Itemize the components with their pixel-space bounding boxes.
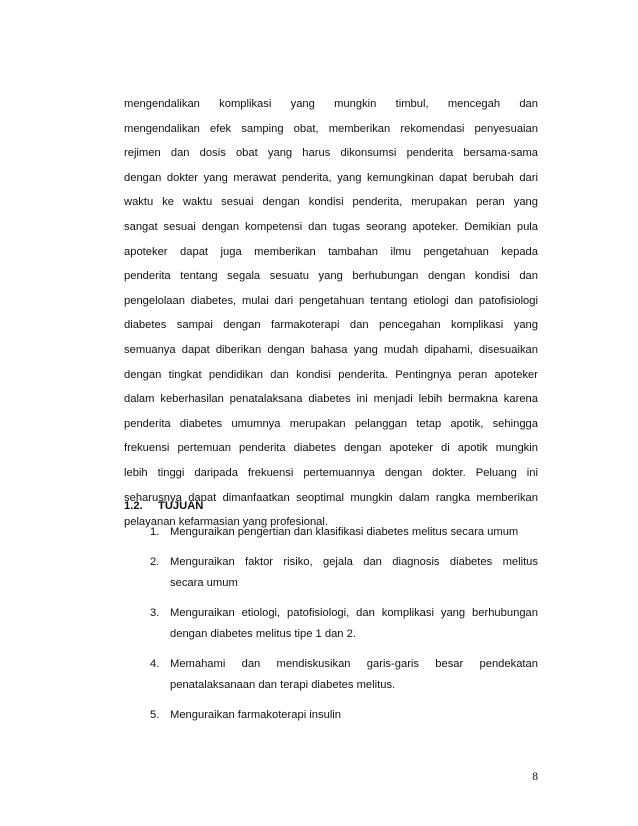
list-item-text: dengan diabetes melitus tipe 1 dan 2. [170,628,356,640]
paragraph-line: lebih tinggi daripada frekuensi pertemuannya dengan dokter. Peluang ini [124,466,538,479]
section-number: 1.2. [124,500,143,512]
body-paragraph [124,92,538,535]
paragraph-line: pengelolaan diabetes, mulai dari pengetahuan tentang etiologi dan patofisiologi [124,294,538,307]
paragraph-line: penderita diabetes umumnya merupakan pelanggan tetap apotik, sehingga [124,417,538,430]
paragraph-line: penderita tentang segala sesuatu yang berhubungan dengan kondisi dan [124,270,538,283]
section-title: TUJUAN [158,500,204,512]
paragraph-line: dalam keberhasilan penatalaksana diabetes ini menjadi lebih bermakna karena [124,393,538,406]
list-item-text: Menguraikan farmakoterapi insulin [170,709,342,721]
paragraph-line: dengan tingkat pendidikan dan kondisi penderita. Pentingnya peran apoteker [124,368,538,381]
list-item [150,705,538,726]
list-item-text: Menguraikan pengertian dan klasifikasi diabetes melitus secara umum [170,526,519,538]
paragraph-line: dengan dokter yang merawat penderita, yang kemungkinan dapat berubah dari [124,171,538,184]
list-item-text: Memahami dan mendiskusikan garis-garis besar pendekatan [170,658,538,670]
paragraph-line: rejimen dan dosis obat yang harus dikonsumsi penderita bersama-sama [124,147,538,160]
list-item-text: secara umum [170,577,238,589]
paragraph-line: mengendalikan efek samping obat, memberikan rekomendasi penyesuaian [124,122,538,135]
list-item [150,522,538,543]
list-item-text: Menguraikan etiologi, patofisiologi, dan komplikasi yang berhubungan [170,607,538,619]
list-item-number: 3. [150,607,160,619]
list-item-number: 5. [150,709,160,721]
list-item-number: 2. [150,556,160,568]
list-item-text: Menguraikan faktor risiko, gejala dan diagnosis diabetes melitus [170,556,538,568]
paragraph-line: waktu ke waktu sesuai dengan kondisi penderita, merupakan peran yang [124,196,538,209]
list-item [150,603,538,645]
paragraph-line: semuanya dapat diberikan dengan bahasa yang mudah dipahami, disesuaikan [124,343,538,356]
list-item-text: penatalaksanaan dan terapi diabetes melitus. [170,679,396,691]
section-heading [124,498,203,514]
list-item [150,654,538,696]
list-item-number: 4. [150,658,160,670]
paragraph-line: apoteker dapat juga memberikan tambahan ilmu pengetahuan kepada [124,245,538,258]
paragraph-line: mengendalikan komplikasi yang mungkin timbul, mencegah dan [124,98,538,110]
paragraph-line: frekuensi pertemuan penderita diabetes dengan apoteker di apotik mungkin [124,442,538,455]
list-item [150,552,538,594]
page-number: 8 [532,771,538,783]
paragraph-line: seharusnya dapat dimanfaatkan seoptimal mungkin dalam rangka memberikan [124,491,538,504]
paragraph-line: pelayanan kefarmasian yang profesional. [124,516,328,529]
list-item-number: 1. [150,526,160,538]
paragraph-line: diabetes sampai dengan farmakoterapi dan pencegahan komplikasi yang [124,319,538,332]
objectives-list [150,522,538,735]
paragraph-line: sangat sesuai dengan kompetensi dan tugas seorang apoteker. Demikian pula [124,220,538,233]
